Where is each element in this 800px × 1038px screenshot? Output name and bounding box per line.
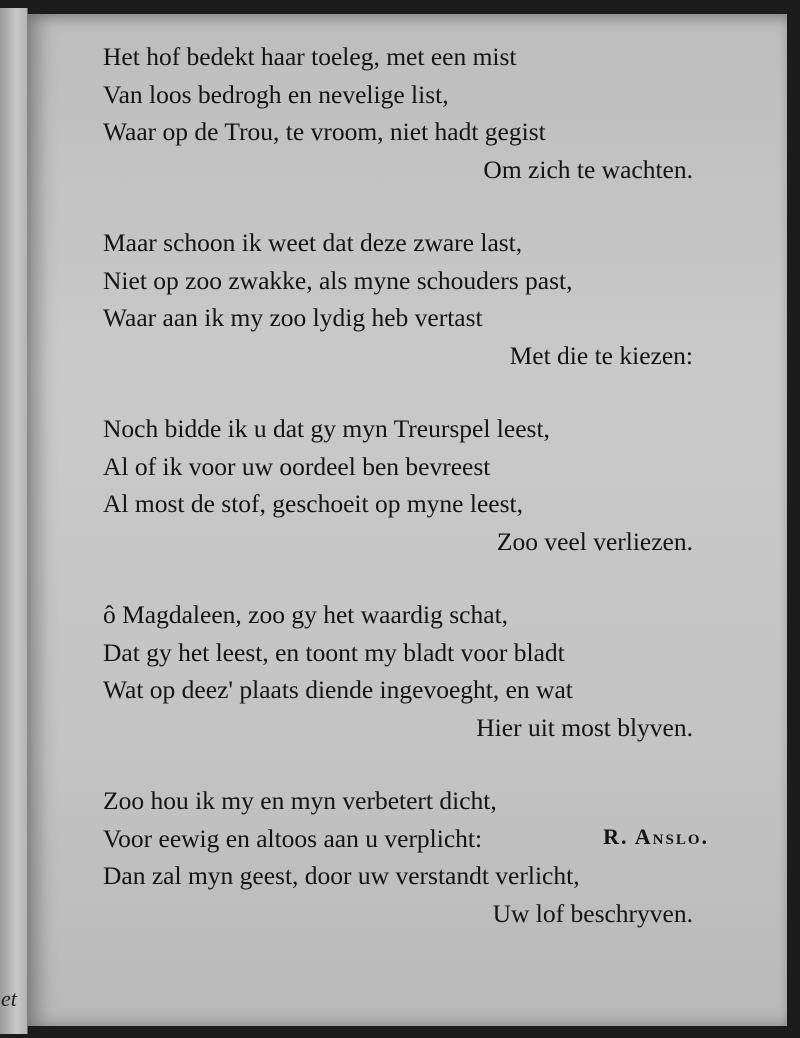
stanza-closing-line: Hier uit most blyven. bbox=[476, 712, 693, 742]
book-page bbox=[27, 14, 787, 1026]
poem-line: Het hof bedekt haar toeleg, met een mist bbox=[103, 42, 517, 71]
poem-line: Van loos bedrogh en nevelige list, bbox=[103, 79, 449, 109]
poem-line: Maar schoon ik weet dat deze zware last, bbox=[103, 228, 523, 257]
poem-line: Voor eewig en altoos aan u verplicht: bbox=[103, 823, 483, 853]
poem-line: Al of ik voor uw oordeel ben bevreest bbox=[103, 451, 491, 481]
poem-line: Niet op zoo zwakke, als myne schouders past, bbox=[103, 265, 573, 295]
poem-line: Wat op deez' plaats diende ingevoeght, en wat bbox=[103, 675, 573, 704]
poem-line: Waar op de Trou, te vroom, niet hadt gegist bbox=[103, 117, 546, 146]
poem-line: Waar aan ik my zoo lydig heb vertast bbox=[103, 303, 483, 332]
stanza bbox=[103, 224, 703, 374]
poem-line: Dat gy het leest, en toont my bladt voor bladt bbox=[103, 637, 565, 667]
poem-line: Dan zal myn geest, door uw verstandt verlicht, bbox=[103, 861, 580, 890]
stanza-closing-line: Om zich te wachten. bbox=[483, 154, 693, 184]
left-page-edge bbox=[0, 8, 28, 1034]
stanza-closing-line: Zoo veel verliezen. bbox=[496, 526, 693, 556]
poem-line: ô Magdaleen, zoo gy het waardig schat, bbox=[103, 600, 509, 629]
poem-line: Noch bidde ik u dat gy myn Treurspel leest, bbox=[103, 414, 550, 443]
stanza bbox=[103, 596, 703, 746]
stanza bbox=[103, 782, 703, 932]
stanza-closing-line: Met die te kiezen: bbox=[509, 340, 693, 370]
stanza bbox=[103, 38, 703, 188]
stanza-closing-line: Uw lof beschryven. bbox=[492, 898, 693, 928]
poem-line: Zoo hou ik my en myn verbetert dicht, bbox=[103, 786, 497, 815]
left-page-fragment: et bbox=[1, 986, 17, 1011]
poem-line: Al most de stof, geschoeit op myne leest, bbox=[103, 489, 523, 518]
author-signature: R. Anslo. bbox=[603, 824, 709, 849]
stanza bbox=[103, 410, 703, 560]
